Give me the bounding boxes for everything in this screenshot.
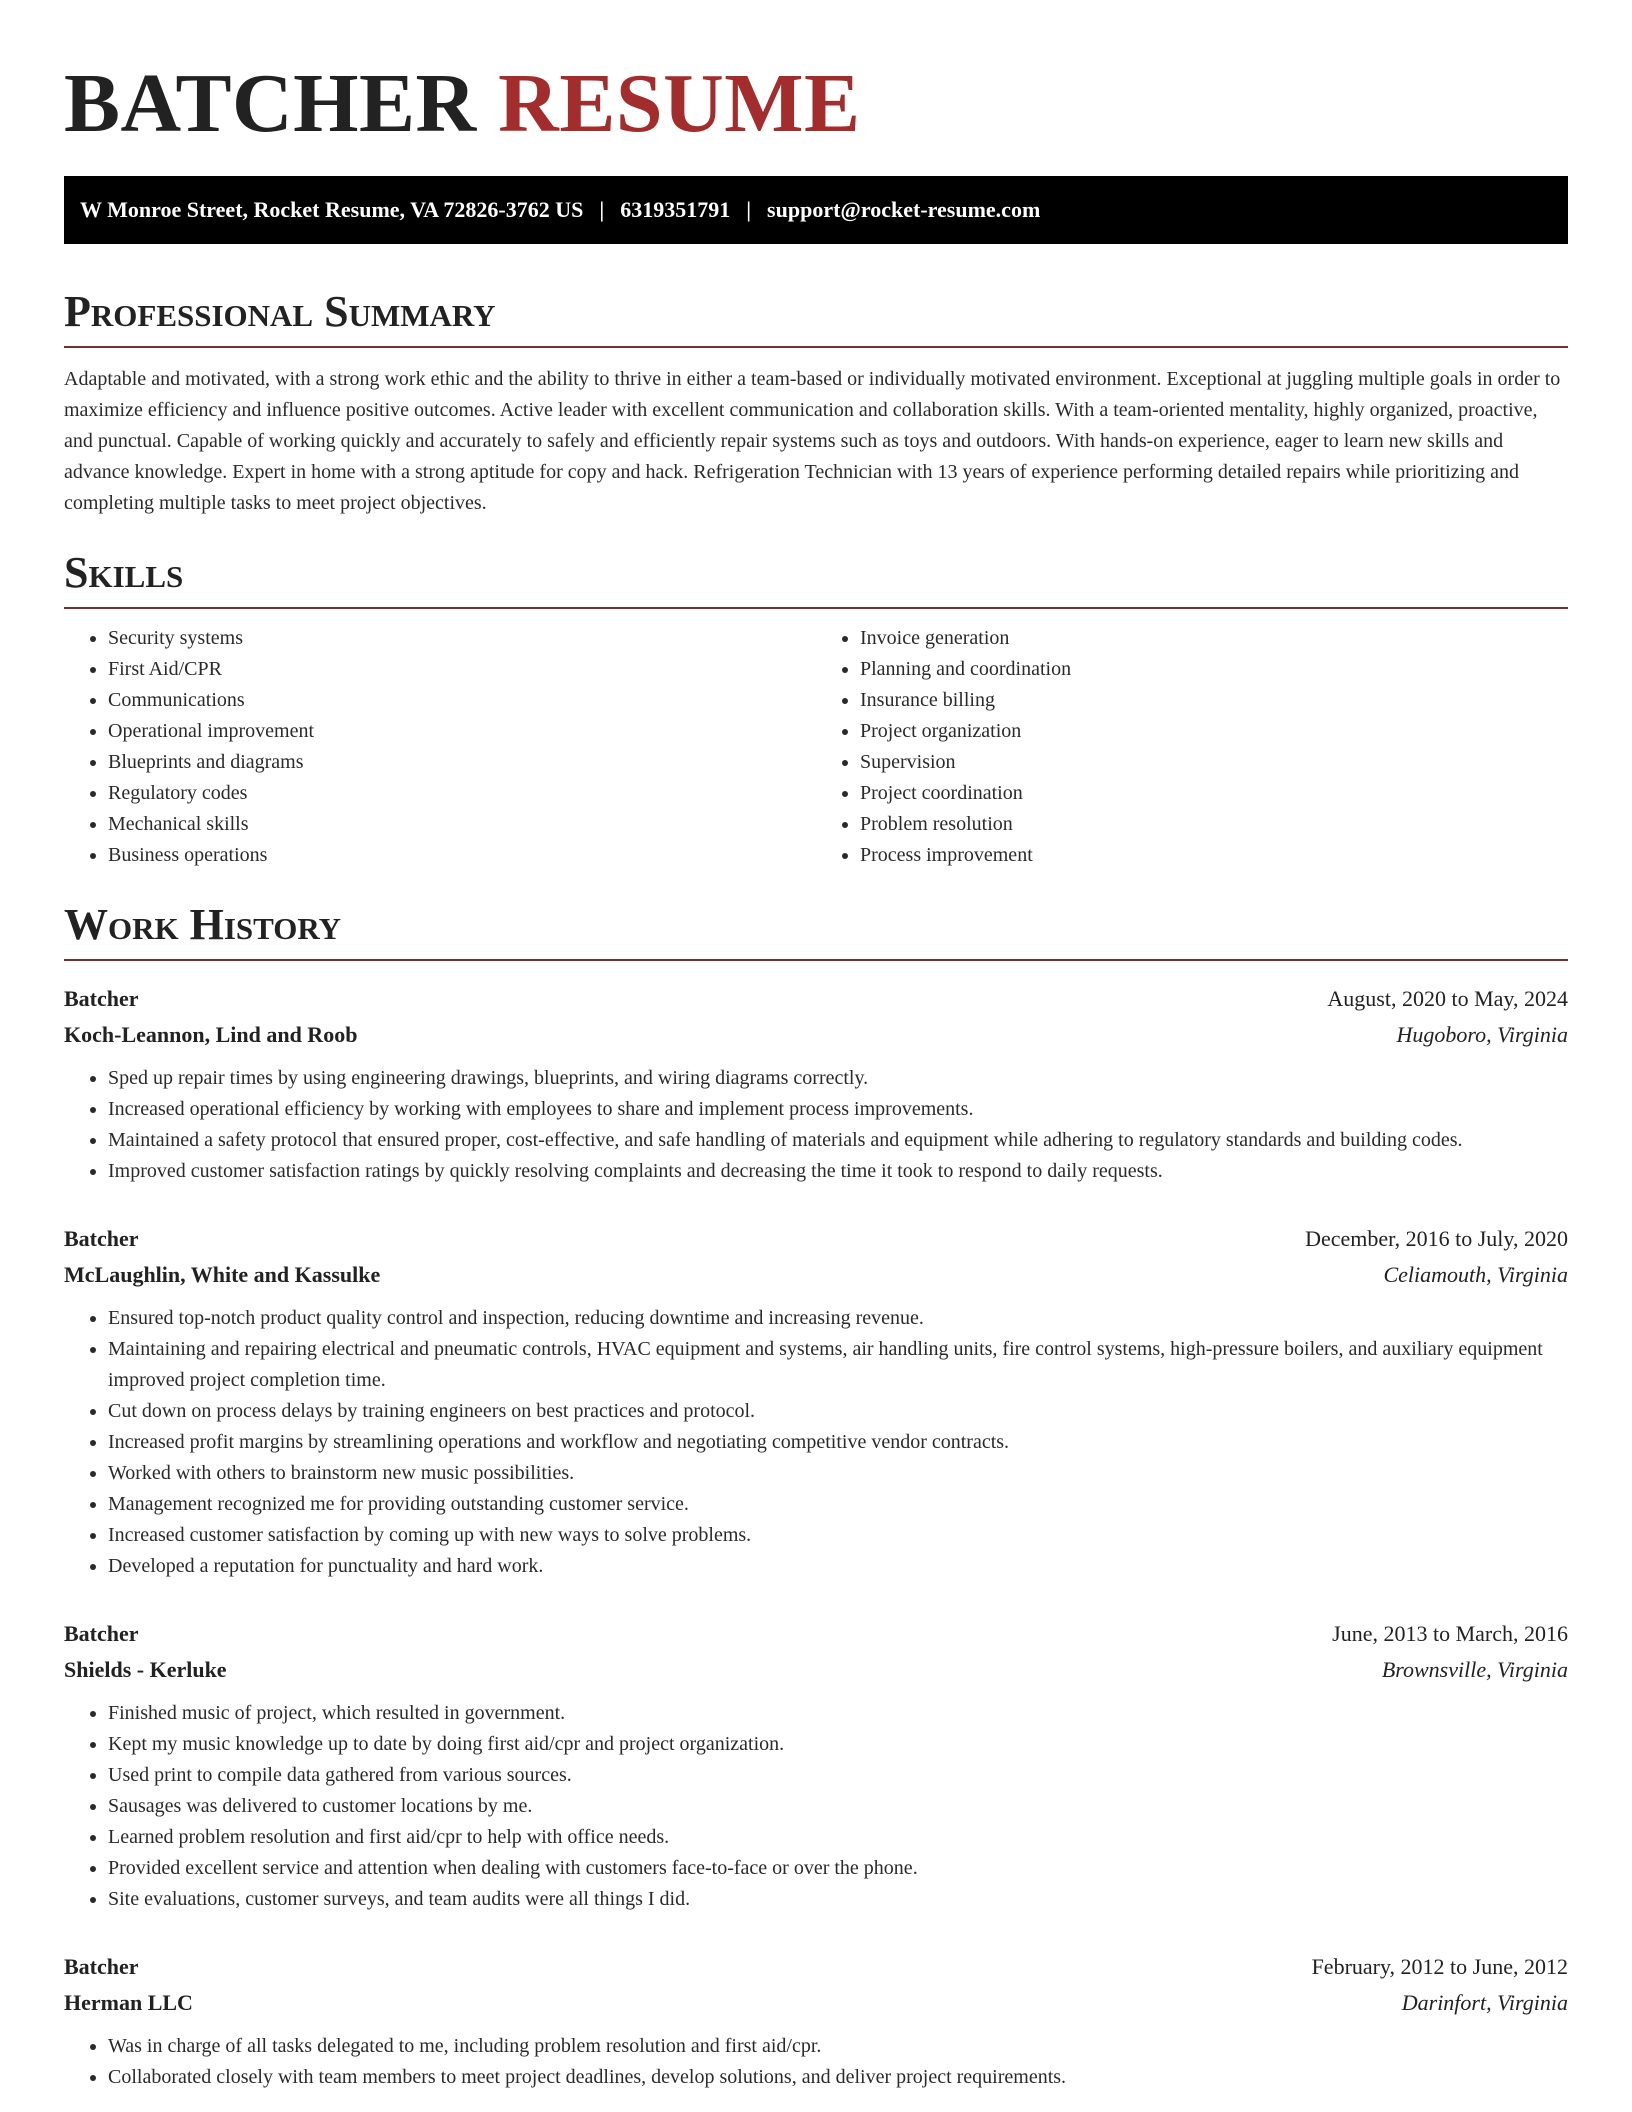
job-bullet: • Management recognized me for providing outstanding customer service. <box>108 1489 1568 1520</box>
job-location: Celiamouth, Virginia <box>1383 1262 1568 1287</box>
professional-summary-section <box>64 288 1568 519</box>
job-bullet: • Was in charge of all tasks delegated to me, including problem resolution and first aid/cpr. <box>108 2031 1568 2062</box>
skill-item: • Regulatory codes <box>108 778 816 809</box>
job-bullet: • Sausages was delivered to customer locations by me. <box>108 1791 1568 1822</box>
job-company: Koch-Leannon, Lind and Roob <box>64 1022 358 1047</box>
contact-separator: | <box>599 197 605 222</box>
summary-text: Adaptable and motivated, with a strong work ethic and the ability to thrive in either a team-based or individually motivated environment. Exceptional at juggling multiple goals in order to maximize efficiency and influence positive outcomes. Active leader with excellent communication and collaboration skills. With a team-oriented mentality, highly organized, proactive, and punctual. Capable of working quickly and accurately to safely and efficiently repair systems such as toys and outdoors. With hands-on experience, eager to learn new skills and advance knowledge. Expert in home with a strong aptitude for copy and hack. Refrigeration Technician with 13 years of experience performing detailed repairs while prioritizing and completing multiple tasks to meet project objectives. <box>64 368 1561 514</box>
skill-item: • Blueprints and diagrams <box>108 747 816 778</box>
job-bullet: • Worked with others to brainstorm new music possibilities. <box>108 1458 1568 1489</box>
job-entry <box>64 1616 1568 1915</box>
contact-address: W Monroe Street, Rocket Resume, VA 72826-3762 US <box>80 197 584 222</box>
job-bullet: • Collaborated closely with team members to meet project deadlines, develop solutions, and deliver project requirements. <box>108 2062 1568 2093</box>
skill-item: • Project organization <box>860 716 1568 747</box>
skills-section <box>64 549 1568 871</box>
contact-separator: | <box>746 197 752 222</box>
job-entry <box>64 1949 1568 2093</box>
skill-item: • Mechanical skills <box>108 809 816 840</box>
job-bullet: • Ensured top-notch product quality control and inspection, reducing downtime and increasing revenue. <box>108 1303 1568 1334</box>
skill-item: • Project coordination <box>860 778 1568 809</box>
title-resume-word: RESUME <box>498 57 861 150</box>
skill-item: • Insurance billing <box>860 685 1568 716</box>
skills-list-left <box>64 623 816 871</box>
job-title: Batcher <box>64 1954 139 1979</box>
job-bullet: • Kept my music knowledge up to date by doing first aid/cpr and project organization. <box>108 1729 1568 1760</box>
job-company: Shields - Kerluke <box>64 1657 227 1682</box>
job-bullets <box>64 1698 1568 1915</box>
job-title: Batcher <box>64 986 139 1011</box>
job-header-row <box>64 1221 1568 1257</box>
job-location: Hugoboro, Virginia <box>1396 1022 1568 1047</box>
job-bullet: • Maintaining and repairing electrical and pneumatic controls, HVAC equipment and systems, air handling units, fire control systems, high-pressure boilers, and auxiliary equipment improved project completion time. <box>108 1334 1568 1396</box>
job-dates: February, 2012 to June, 2012 <box>1311 1954 1568 1979</box>
job-bullet: • Improved customer satisfaction ratings by quickly resolving complaints and decreasing the time it took to respond to daily requests. <box>108 1156 1568 1187</box>
section-heading-skills: Skills <box>64 549 1568 609</box>
job-location: Darinfort, Virginia <box>1401 1990 1568 2015</box>
job-bullet: • Maintained a safety protocol that ensured proper, cost-effective, and safe handling of materials and equipment while adhering to regulatory standards and building codes. <box>108 1125 1568 1156</box>
skill-item: • Operational improvement <box>108 716 816 747</box>
job-title: Batcher <box>64 1226 139 1251</box>
job-company: McLaughlin, White and Kassulke <box>64 1262 381 1287</box>
contact-email: support@rocket-resume.com <box>767 197 1041 222</box>
job-header-row <box>64 1949 1568 1985</box>
job-company: Herman LLC <box>64 1990 193 2015</box>
job-bullet: • Provided excellent service and attention when dealing with customers face-to-face or over the phone. <box>108 1853 1568 1884</box>
job-bullet: • Finished music of project, which resulted in government. <box>108 1698 1568 1729</box>
job-bullet: • Sped up repair times by using engineering drawings, blueprints, and wiring diagrams correctly. <box>108 1063 1568 1094</box>
section-heading-summary: Professional Summary <box>64 288 1568 348</box>
work-history-section <box>64 901 1568 2093</box>
job-company-row <box>64 1257 1568 1293</box>
job-bullets <box>64 1303 1568 1582</box>
skill-item: • Security systems <box>108 623 816 654</box>
job-bullets <box>64 2031 1568 2093</box>
job-header-row <box>64 981 1568 1017</box>
contact-phone: 6319351791 <box>620 197 731 222</box>
contact-bar <box>64 176 1568 244</box>
skill-item: • Problem resolution <box>860 809 1568 840</box>
job-entry <box>64 981 1568 1187</box>
job-bullet: • Site evaluations, customer surveys, and team audits were all things I did. <box>108 1884 1568 1915</box>
job-bullet: • Increased customer satisfaction by coming up with new ways to solve problems. <box>108 1520 1568 1551</box>
skill-item: • Invoice generation <box>860 623 1568 654</box>
job-bullets <box>64 1063 1568 1187</box>
job-bullet: • Increased operational efficiency by working with employees to share and implement process improvements. <box>108 1094 1568 1125</box>
job-header-row <box>64 1616 1568 1652</box>
job-dates: August, 2020 to May, 2024 <box>1327 986 1568 1011</box>
skill-item: • Supervision <box>860 747 1568 778</box>
skill-item: • First Aid/CPR <box>108 654 816 685</box>
job-bullet: • Increased profit margins by streamlining operations and workflow and negotiating competitive vendor contracts. <box>108 1427 1568 1458</box>
job-bullet: • Used print to compile data gathered from various sources. <box>108 1760 1568 1791</box>
job-company-row <box>64 1652 1568 1688</box>
job-company-row <box>64 1985 1568 2021</box>
skills-columns <box>64 623 1568 871</box>
skill-item: • Communications <box>108 685 816 716</box>
job-bullet: • Developed a reputation for punctuality and hard work. <box>108 1551 1568 1582</box>
section-heading-work-history: Work History <box>64 901 1568 961</box>
job-location: Brownsville, Virginia <box>1381 1657 1568 1682</box>
resume-title <box>64 56 1568 152</box>
job-entry <box>64 1221 1568 1582</box>
skill-item: • Process improvement <box>860 840 1568 871</box>
skill-item: • Planning and coordination <box>860 654 1568 685</box>
skills-list-right <box>816 623 1568 871</box>
job-bullet: • Cut down on process delays by training engineers on best practices and protocol. <box>108 1396 1568 1427</box>
job-company-row <box>64 1017 1568 1053</box>
job-title: Batcher <box>64 1621 139 1646</box>
job-dates: December, 2016 to July, 2020 <box>1305 1226 1568 1251</box>
job-dates: June, 2013 to March, 2016 <box>1332 1621 1568 1646</box>
skill-item: • Business operations <box>108 840 816 871</box>
title-name: BATCHER <box>64 57 477 150</box>
job-bullet: • Learned problem resolution and first aid/cpr to help with office needs. <box>108 1822 1568 1853</box>
